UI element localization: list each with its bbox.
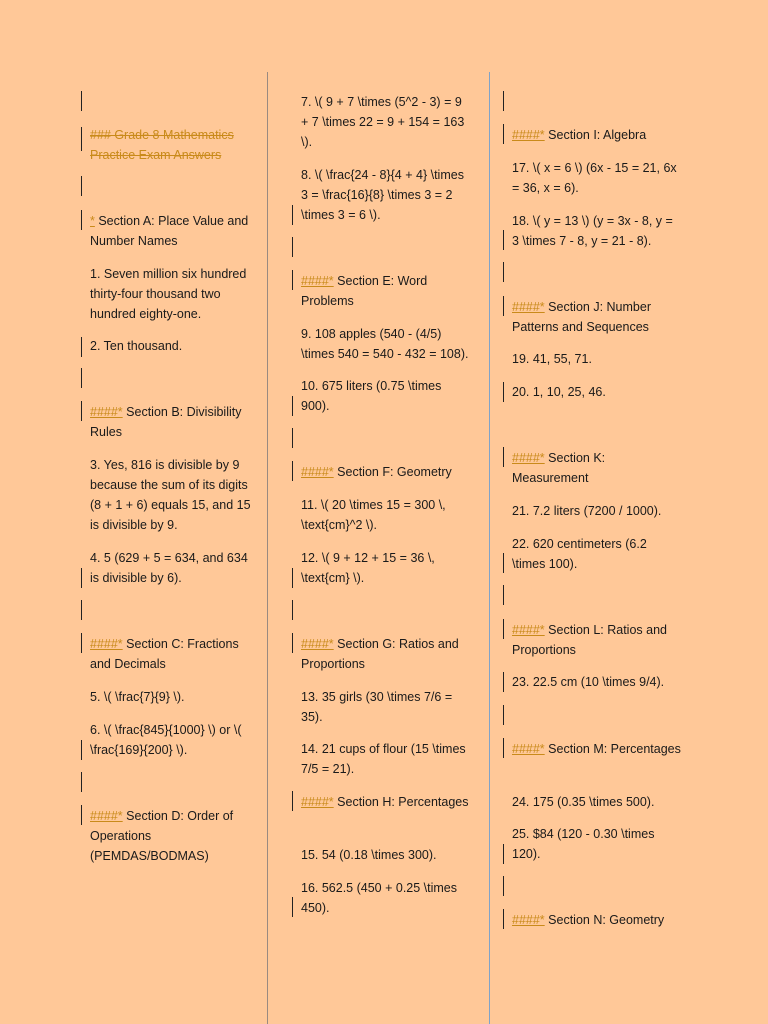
- answer-13: 13. 35 girls (30 \times 7/6 = 35).: [301, 690, 453, 724]
- section-g-heading[interactable]: [301, 634, 471, 674]
- section-title: Section B: Divisibility Rules: [90, 405, 242, 439]
- column-divider: [267, 72, 268, 1024]
- heading-marker: ####*: [90, 809, 123, 823]
- change-bar: [81, 568, 82, 588]
- section-title: Section N: Geometry: [544, 913, 665, 927]
- section-l-heading[interactable]: [512, 620, 682, 660]
- answer-11: 11. \( 20 \times 15 = 300 \, \text{cm}^2 \).: [301, 498, 446, 532]
- text-cursor: [503, 705, 504, 725]
- section-title: Section A: Place Value and Number Names: [90, 214, 249, 248]
- answer-5: 5. \( \frac{7}{9} \).: [90, 690, 185, 704]
- change-bar: [292, 396, 293, 416]
- answer-8: 8. \( \frac{24 - 8}{4 + 4} \times 3 = \frac{16}{8} \times 3 = 2 \times 3 = 6 \).: [301, 168, 464, 222]
- change-bar: [81, 127, 82, 151]
- answer-24: 24. 175 (0.35 \times 500).: [512, 795, 655, 809]
- section-n-heading[interactable]: [512, 910, 682, 930]
- change-bar: [81, 337, 82, 357]
- answer-14: 14. 21 cups of flour (15 \times 7/5 = 21).: [301, 742, 466, 776]
- answer-9: 9. 108 apples (540 - (4/5) \times 540 = 540 - 432 = 108).: [301, 327, 469, 361]
- section-title: Section F: Geometry: [333, 465, 452, 479]
- text-cursor: [292, 600, 293, 620]
- heading-marker: ####*: [301, 637, 334, 651]
- section-b-heading[interactable]: [90, 402, 258, 442]
- text-cursor: [81, 176, 82, 196]
- text-cursor: [292, 428, 293, 448]
- answer-3: 3. Yes, 816 is divisible by 9 because the sum of its digits (8 + 1 + 6) equals 15, and 15 is divisible by 9.: [90, 458, 251, 532]
- heading-marker: ####*: [301, 274, 334, 288]
- heading-marker: ####*: [301, 795, 334, 809]
- heading-marker: ####*: [512, 623, 545, 637]
- heading-marker: ####*: [512, 300, 545, 314]
- section-title: Section K: Measurement: [512, 451, 606, 485]
- answer-15: 15. 54 (0.18 \times 300).: [301, 848, 437, 862]
- heading-marker: *: [90, 214, 95, 228]
- section-i-heading[interactable]: [512, 125, 682, 145]
- heading-marker: ####*: [512, 742, 545, 756]
- change-bar: [503, 844, 504, 864]
- section-j-heading[interactable]: [512, 297, 682, 337]
- change-bar: [503, 619, 504, 639]
- answer-18: 18. \( y = 13 \) (y = 3x - 8, y = 3 \times 7 - 8, y = 21 - 8).: [512, 214, 673, 248]
- heading-marker: ####*: [512, 913, 545, 927]
- answer-20: 20. 1, 10, 25, 46.: [512, 385, 606, 399]
- answer-10: 10. 675 liters (0.75 \times 900).: [301, 379, 442, 413]
- change-bar: [292, 270, 293, 290]
- answer-22: 22. 620 centimeters (6.2 \times 100).: [512, 537, 647, 571]
- heading-marker: ####*: [512, 128, 545, 142]
- section-h-heading[interactable]: [301, 792, 471, 812]
- change-bar: [503, 447, 504, 467]
- change-bar: [81, 805, 82, 825]
- answer-4: 4. 5 (629 + 5 = 634, and 634 is divisible by 6).: [90, 551, 248, 585]
- answer-1: 1. Seven million six hundred thirty-four thousand two hundred eighty-one.: [90, 267, 247, 321]
- change-bar: [81, 210, 82, 230]
- text-cursor: [81, 368, 82, 388]
- answer-6: 6. \( \frac{845}{1000} \) or \( \frac{169}{200} \).: [90, 723, 242, 757]
- heading-marker: ####*: [90, 637, 123, 651]
- change-bar: [292, 205, 293, 225]
- text-cursor: [81, 600, 82, 620]
- section-a-heading[interactable]: [90, 211, 258, 251]
- change-bar: [503, 296, 504, 316]
- answer-7: 7. \( 9 + 7 \times (5^2 - 3) = 9 + 7 \times 22 = 9 + 154 = 163 \).: [301, 95, 465, 149]
- text-cursor: [503, 91, 504, 111]
- text-cursor: [503, 876, 504, 896]
- section-k-heading[interactable]: [512, 448, 682, 488]
- change-bar: [503, 553, 504, 573]
- section-f-heading[interactable]: [301, 462, 471, 482]
- section-title: Section E: Word Problems: [301, 274, 428, 308]
- heading-text: ### Grade 8 Mathematics Practice Exam Answers: [90, 128, 234, 162]
- text-cursor: [503, 585, 504, 605]
- heading-marker: ####*: [90, 405, 123, 419]
- change-bar: [81, 633, 82, 653]
- change-bar: [503, 909, 504, 929]
- text-cursor: [81, 772, 82, 792]
- change-bar: [503, 738, 504, 758]
- change-bar: [503, 124, 504, 144]
- section-title: Section I: Algebra: [544, 128, 647, 142]
- section-title: Section G: Ratios and Proportions: [301, 637, 459, 671]
- section-title: Section H: Percentages: [333, 795, 469, 809]
- section-title: Section C: Fractions and Decimals: [90, 637, 239, 671]
- text-cursor: [503, 262, 504, 282]
- section-title: Section D: Order of Operations (PEMDAS/BODMAS): [90, 809, 234, 863]
- answer-25: 25. $84 (120 - 0.30 \times 120).: [512, 827, 655, 861]
- section-d-heading[interactable]: [90, 806, 258, 866]
- change-bar: [81, 401, 82, 421]
- change-bar: [503, 382, 504, 402]
- change-bar: [292, 568, 293, 588]
- answer-2: 2. Ten thousand.: [90, 339, 183, 353]
- document-heading[interactable]: [90, 125, 258, 165]
- section-title: Section L: Ratios and Proportions: [512, 623, 667, 657]
- change-bar: [292, 633, 293, 653]
- change-bar: [503, 230, 504, 250]
- change-bar: [81, 740, 82, 760]
- change-bar: [292, 897, 293, 917]
- answer-19: 19. 41, 55, 71.: [512, 352, 592, 366]
- answer-21: 21. 7.2 liters (7200 / 1000).: [512, 504, 662, 518]
- answer-17: 17. \( x = 6 \) (6x - 15 = 21, 6x = 36, x = 6).: [512, 161, 677, 195]
- section-title: Section M: Percentages: [544, 742, 681, 756]
- text-cursor: [81, 91, 82, 111]
- heading-marker: ####*: [301, 465, 334, 479]
- section-title: Section J: Number Patterns and Sequences: [512, 300, 651, 334]
- section-m-heading[interactable]: [512, 739, 682, 759]
- heading-marker: ####*: [512, 451, 545, 465]
- change-bar: [292, 461, 293, 481]
- change-bar: [503, 672, 504, 692]
- answer-23: 23. 22.5 cm (10 \times 9/4).: [512, 675, 665, 689]
- change-bar: [292, 791, 293, 811]
- section-e-heading[interactable]: [301, 271, 471, 311]
- answer-16: 16. 562.5 (450 + 0.25 \times 450).: [301, 881, 458, 915]
- column-divider: [489, 72, 490, 1024]
- text-cursor: [292, 237, 293, 257]
- section-c-heading[interactable]: [90, 634, 258, 674]
- answer-12: 12. \( 9 + 12 + 15 = 36 \, \text{cm} \).: [301, 551, 435, 585]
